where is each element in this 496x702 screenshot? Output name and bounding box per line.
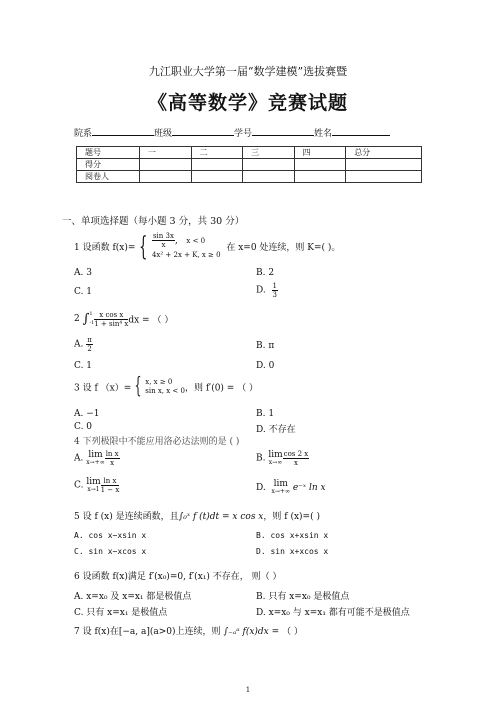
dept-label: 院系 xyxy=(74,129,93,139)
q4-c-lim: lim xyxy=(86,476,101,487)
q4-c-prefix: C. xyxy=(74,480,84,491)
table-row xyxy=(77,171,422,183)
q5-option-c[interactable]: C. sin x−xcos x xyxy=(74,547,147,556)
q3-option-b[interactable]: B. 1 xyxy=(256,409,275,419)
page-number: 1 xyxy=(245,686,251,694)
q1-case2: 4x² + 2x + K, x ≥ 0 xyxy=(151,251,221,259)
table-row xyxy=(77,159,422,171)
q3-option-a[interactable]: A. −1 xyxy=(74,409,100,419)
table-cell[interactable] xyxy=(346,159,422,171)
q5-option-a[interactable]: A. cos x−xsin x xyxy=(74,531,147,540)
q4-b-lim: lim xyxy=(268,449,283,460)
brace-glyph: { xyxy=(139,231,148,262)
table-cell: 总分 xyxy=(346,147,422,159)
q1-option-d[interactable] xyxy=(256,282,278,299)
q1-option-c[interactable]: C. 1 xyxy=(74,287,93,297)
q4-a-prefix: A. xyxy=(74,453,84,464)
q4-b-sub: x→∞ xyxy=(268,458,283,466)
q2-option-b[interactable]: B. π xyxy=(256,341,275,351)
q2-tail: dx = （ ） xyxy=(128,315,174,326)
q4-a-sub: x→+∞ xyxy=(86,458,105,466)
table-cell[interactable] xyxy=(294,171,346,183)
q4-d-expr: e⁻ˣ ln x xyxy=(292,483,326,493)
q3-case1: x, x ≥ 0 xyxy=(145,378,173,386)
id-label: 学号 xyxy=(234,129,253,139)
q1-case1-den: x xyxy=(161,241,166,249)
q2-integrand-num: x cos x xyxy=(94,311,128,320)
section-heading: 一、单项选择题（每小题 3 分，共 30 分） xyxy=(62,216,245,227)
table-cell: 三 xyxy=(243,147,295,159)
brace-glyph: { xyxy=(134,374,142,399)
q4-option-a[interactable] xyxy=(74,450,120,467)
q5-option-b[interactable]: B. cos x+xsin x xyxy=(256,531,329,540)
q3-option-d[interactable]: D. 不存在 xyxy=(256,425,296,435)
q1-lead: 1 设函数 f(x)= xyxy=(74,243,136,253)
q5-tail: ，则 f (x)=( ) xyxy=(263,512,320,522)
table-cell: 阅卷人 xyxy=(77,171,140,183)
q5-lead: 5 设 f (x) 是连续函数，且 xyxy=(74,512,179,522)
q3-case2: sin x, x < 0 xyxy=(145,387,185,395)
table-cell[interactable] xyxy=(346,171,422,183)
q4-option-d[interactable] xyxy=(256,480,326,496)
q1-d-prefix: D. xyxy=(256,285,266,296)
q4-d-sub: x→+∞ xyxy=(271,488,290,495)
q4-a-num: ln x xyxy=(105,450,119,458)
integral-sign-glyph: ∫ xyxy=(82,311,90,327)
q1-case1-cond: x < 0 xyxy=(186,237,206,245)
id-blank[interactable] xyxy=(252,125,314,136)
dept-blank[interactable] xyxy=(92,125,154,136)
q4-d-lim: lim xyxy=(273,479,288,489)
q1-option-b[interactable]: B. 2 xyxy=(256,268,275,278)
question-5 xyxy=(74,509,320,522)
name-label: 姓名 xyxy=(314,129,333,139)
class-label: 班级 xyxy=(154,129,173,139)
q2-a-den: 2 xyxy=(87,345,92,353)
table-cell[interactable] xyxy=(191,159,243,171)
q6-option-a[interactable]: A. x=x₀ 及 x=x₁ 都是极值点 xyxy=(74,592,192,602)
q3-option-c[interactable]: C. 0 xyxy=(74,422,93,432)
score-table xyxy=(76,146,422,183)
q4-c-sub: x→1 xyxy=(87,485,100,493)
q4-d-prefix: D. xyxy=(256,483,266,493)
q7-lead: 7 设 f(x)在[−a, a](a>0)上连续，则 xyxy=(74,627,221,637)
q3-tail: ，则 f′(0) = （ ） xyxy=(184,383,259,394)
question-4: 4 下列极限中不能应用洛必达法则的是 ( ) xyxy=(74,437,240,447)
table-cell[interactable] xyxy=(140,171,192,183)
q3-lead: 3 设 f （x）= xyxy=(74,383,132,394)
table-cell[interactable] xyxy=(294,159,346,171)
q2-option-d[interactable]: D. 0 xyxy=(256,361,275,371)
table-cell: 题号 xyxy=(77,147,140,159)
question-6: 6 设函数 f(x)满足 f′(x₀)=0, f′(x₁) 不存在， 则（ ） xyxy=(74,572,282,582)
q2-option-a[interactable] xyxy=(74,336,93,353)
q4-option-b[interactable] xyxy=(256,450,309,467)
q4-c-num: ln x xyxy=(101,477,120,486)
q4-b-den: x xyxy=(293,459,298,467)
table-cell: 得分 xyxy=(77,159,140,171)
q4-c-den: 1 − x xyxy=(100,486,120,494)
table-cell[interactable] xyxy=(243,159,295,171)
table-cell[interactable] xyxy=(191,171,243,183)
q2-integrand-den: 1 + sin⁴ x xyxy=(94,319,129,328)
exam-title: 《高等数学》竞赛试题 xyxy=(147,92,348,114)
q7-tail: （ ） xyxy=(282,627,303,637)
q4-a-lim: lim xyxy=(88,449,103,460)
q6-option-b[interactable]: B. 只有 x=x₀ 是极值点 xyxy=(256,592,350,602)
q6-option-c[interactable]: C. 只有 x=x₁ 是极值点 xyxy=(74,608,168,618)
q2-lower: -1 xyxy=(89,320,95,326)
table-cell[interactable] xyxy=(243,171,295,183)
question-7 xyxy=(74,624,303,637)
table-cell: 二 xyxy=(191,147,243,159)
q1-cases: $\frac{\sin 3x}{x}$ , x < 0 4x² + 2x + K, x ≥ 0 xyxy=(151,232,221,259)
q1-d-den: 3 xyxy=(272,291,277,299)
q2-a-num: π xyxy=(87,336,92,344)
q7-integral: ∫₋ₐᵃ f(x)dx = xyxy=(223,627,280,637)
q5-integral: ∫₀ˣ f (t)dt = x cos x xyxy=(178,512,264,522)
q2-option-c[interactable]: C. 1 xyxy=(74,361,93,371)
question-3 xyxy=(74,374,259,399)
name-blank[interactable] xyxy=(332,125,390,136)
q1-option-a[interactable]: A. 3 xyxy=(74,268,92,278)
q2-number: 2 xyxy=(74,314,80,324)
table-cell: 一 xyxy=(140,147,192,159)
q4-b-num: cos 2 x xyxy=(283,450,309,458)
q4-b-prefix: B. xyxy=(256,453,266,464)
table-cell: 四 xyxy=(294,147,346,159)
student-info-line xyxy=(74,125,390,139)
q1-case1-num: sin 3x xyxy=(152,232,174,240)
class-blank[interactable] xyxy=(172,125,234,136)
q2-a-prefix: A. xyxy=(74,339,84,350)
table-cell[interactable] xyxy=(140,159,192,171)
question-1 xyxy=(74,232,340,261)
q1-tail: 在 x=0 处连续，则 K=( )。 xyxy=(226,243,341,253)
exam-heading: 九江职业大学第一届“数学建模”选拔赛暨 xyxy=(148,65,348,78)
table-row xyxy=(77,147,422,159)
question-2 xyxy=(74,310,173,328)
q5-option-d[interactable]: D. sin x+xcos x xyxy=(256,547,329,556)
q4-a-den: x xyxy=(110,459,115,467)
q1-d-num: 1 xyxy=(272,282,277,290)
q6-option-d[interactable]: D. x=x₀ 与 x=x₁ 都有可能不是极值点 xyxy=(256,608,410,618)
q2-upper: 1 xyxy=(89,311,93,317)
q4-option-c[interactable] xyxy=(74,477,119,494)
